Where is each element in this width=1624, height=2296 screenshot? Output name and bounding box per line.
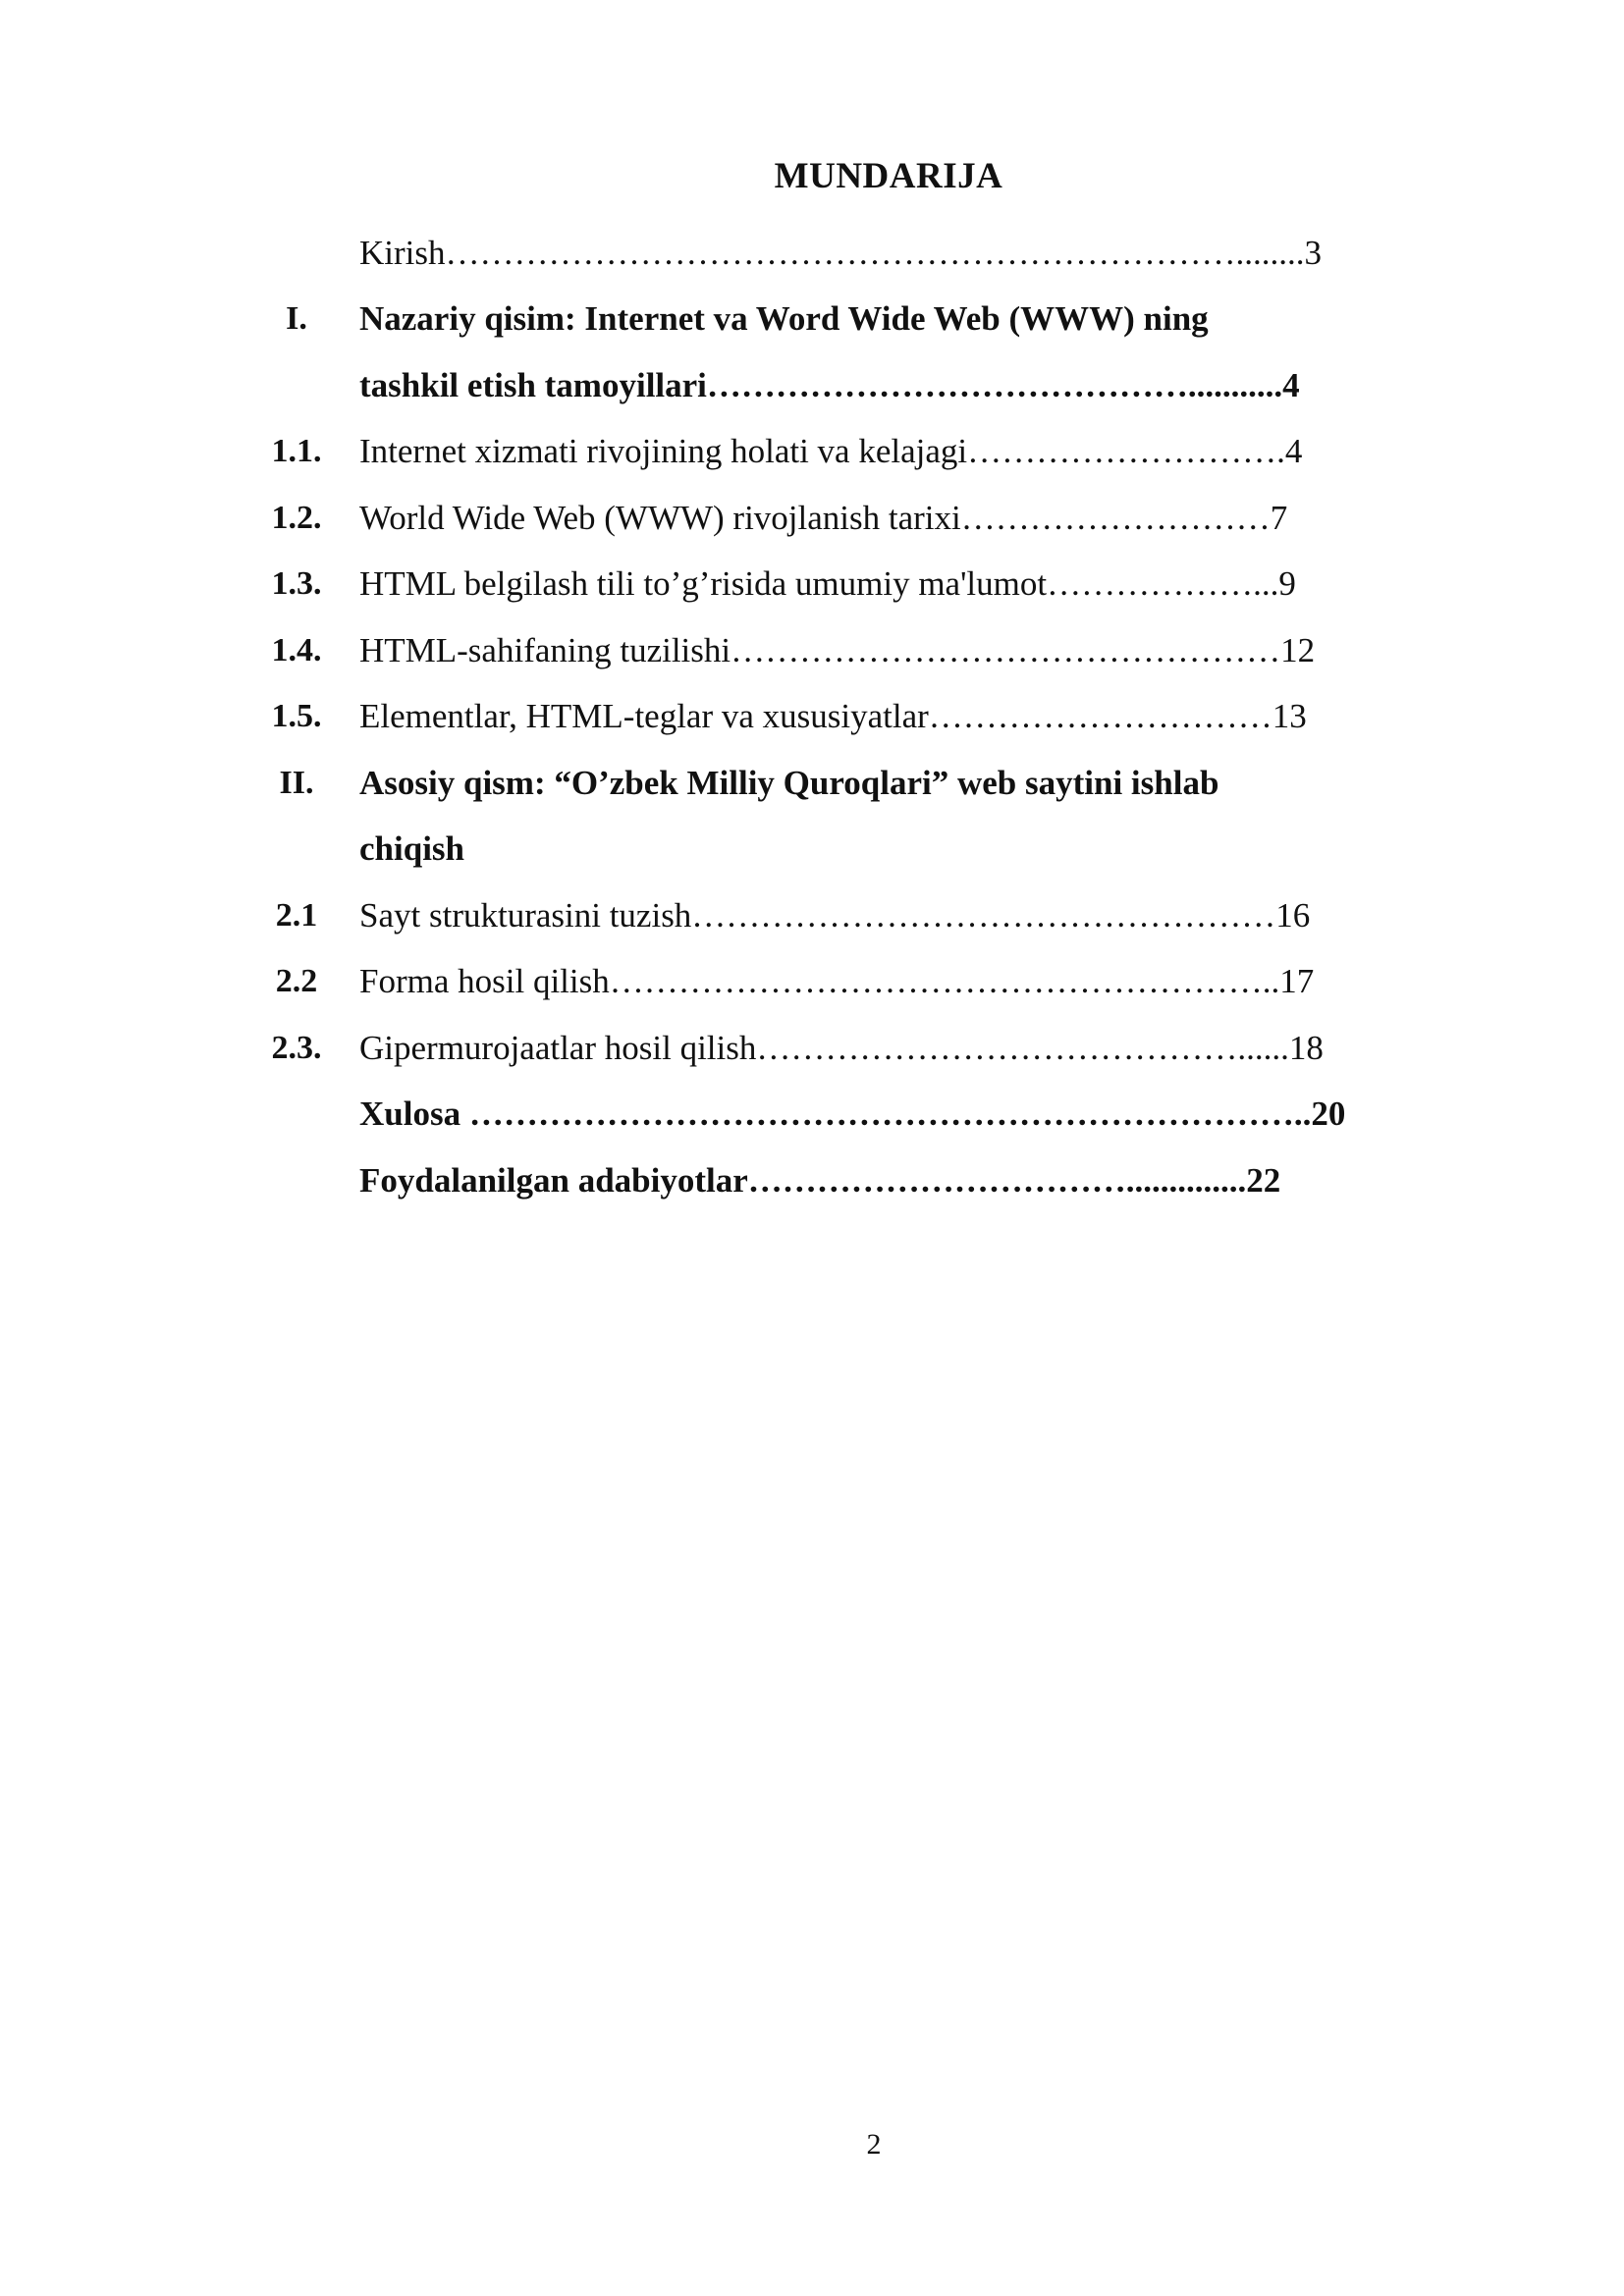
toc-row xyxy=(236,1015,1434,1082)
toc-entry: Forma hosil qilish…………………………………………………..17 xyxy=(359,962,1315,1001)
toc-row xyxy=(236,485,1434,552)
toc-row xyxy=(236,352,1434,419)
toc-number: 2.3. xyxy=(271,1029,322,1066)
toc-row xyxy=(236,817,1434,883)
toc-row xyxy=(236,882,1434,949)
toc-entry: HTML belgilash tili to’g’risida umumiy ma'lumot………………...9 xyxy=(359,564,1296,604)
toc-number: 1.1. xyxy=(271,433,322,470)
toc-entry: Asosiy qism: “O’zbek Milliy Quroqlari” web saytini ishlab xyxy=(359,763,1219,802)
toc-row xyxy=(236,220,1434,287)
toc-entry: Gipermurojaatlar hosil qilish……………………………………......18 xyxy=(359,1028,1324,1067)
toc-number: II. xyxy=(279,764,314,801)
toc-row xyxy=(236,750,1434,817)
toc-number: I. xyxy=(286,300,307,338)
toc-entry: Internet xizmati rivojining holati va kelajagi……………………….4 xyxy=(359,432,1303,471)
toc-entry: tashkil etish tamoyillari……………………………………...........4 xyxy=(359,365,1300,404)
toc-number: 1.4. xyxy=(271,631,322,668)
table-of-contents xyxy=(236,220,1434,1214)
toc-number: 2.2 xyxy=(275,963,318,1000)
toc-row xyxy=(236,552,1434,618)
toc-number: 1.2. xyxy=(271,499,322,536)
toc-entry: Nazariy qisim: Internet va Word Wide Web (WWW) ning xyxy=(359,299,1209,339)
toc-entry: World Wide Web (WWW) rivojlanish tarixi………………………7 xyxy=(359,498,1288,537)
toc-entry: Foydalanilgan adabiyotlar……………………………..............22 xyxy=(359,1160,1281,1200)
toc-row xyxy=(236,949,1434,1016)
toc-entry: Sayt strukturasini tuzish……………………………………………16 xyxy=(359,895,1311,934)
toc-number: 2.1 xyxy=(275,896,318,934)
toc-entry: HTML-sahifaning tuzilishi…………………………………………12 xyxy=(359,630,1316,669)
toc-entry: Xulosa ………………………………………………………………..20 xyxy=(359,1095,1346,1134)
toc-number: 1.3. xyxy=(271,565,322,603)
toc-row xyxy=(236,617,1434,684)
toc-row xyxy=(236,287,1434,353)
toc-entry: Elementlar, HTML-teglar va xususiyatlar…………………………13 xyxy=(359,697,1307,736)
toc-entry: Kirish……………………………………………………………........3 xyxy=(359,233,1322,272)
toc-entry: chiqish xyxy=(359,829,464,869)
toc-row xyxy=(236,1148,1434,1214)
toc-number: 1.5. xyxy=(271,698,322,735)
page-number: 2 xyxy=(866,2128,882,2161)
page-title: MUNDARIJA xyxy=(774,156,1003,196)
toc-row xyxy=(236,684,1434,751)
toc-row xyxy=(236,1082,1434,1148)
toc-row xyxy=(236,419,1434,486)
